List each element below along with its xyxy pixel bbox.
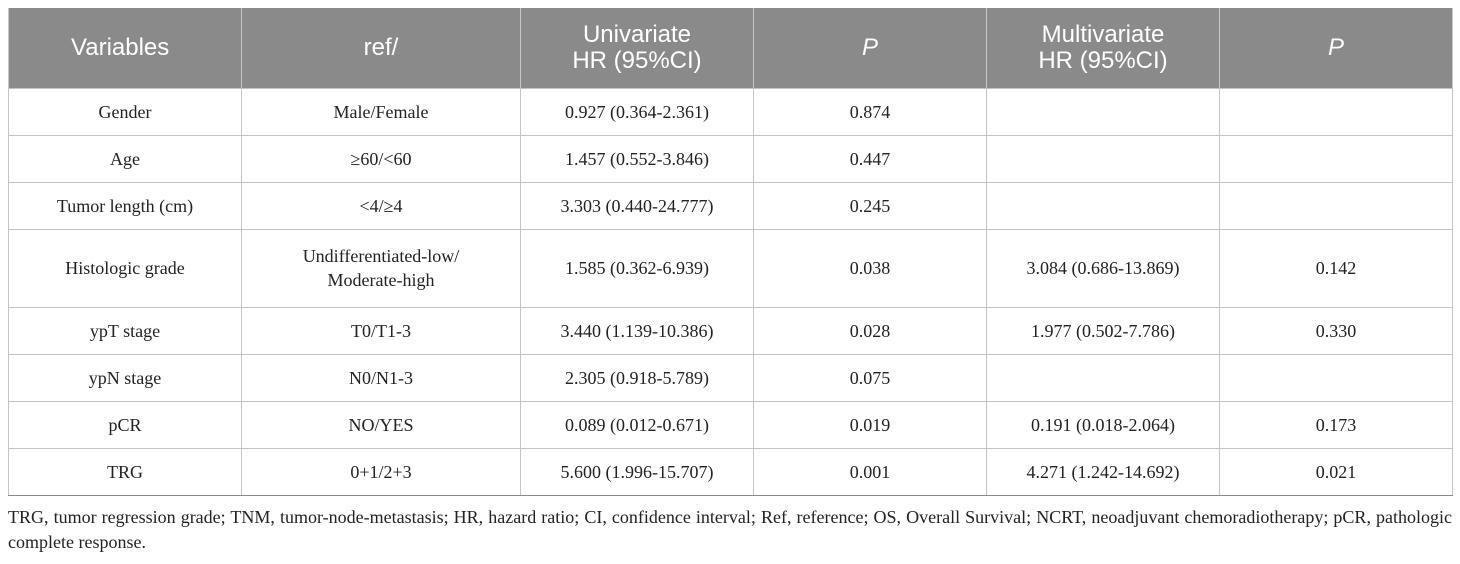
cell-ref: <4/≥4 xyxy=(242,182,521,229)
regression-table xyxy=(8,8,1453,496)
cell-univariate-hr: 2.305 (0.918-5.789) xyxy=(521,354,754,401)
cell-ref: Undifferentiated-low/ Moderate-high xyxy=(242,229,521,307)
cell-multivariate-p: 0.173 xyxy=(1220,401,1453,448)
cell-multivariate-p xyxy=(1220,354,1453,401)
header-univariate-p: P xyxy=(754,8,987,88)
header-ref: ref/ xyxy=(242,8,521,88)
cell-variable: TRG xyxy=(9,448,242,495)
cell-univariate-p: 0.245 xyxy=(754,182,987,229)
cell-ref: ≥60/<60 xyxy=(242,135,521,182)
header-variables: Variables xyxy=(9,8,242,88)
cell-multivariate-hr: 0.191 (0.018-2.064) xyxy=(987,401,1220,448)
header-univariate-hr: Univariate HR (95%CI) xyxy=(521,8,754,88)
cell-univariate-hr: 1.457 (0.552-3.846) xyxy=(521,135,754,182)
cell-multivariate-p: 0.021 xyxy=(1220,448,1453,495)
cell-multivariate-p xyxy=(1220,135,1453,182)
table-footnote: TRG, tumor regression grade; TNM, tumor-node-metastasis; HR, hazard ratio; CI, confidence interval; Ref, reference; OS, Overall Survival; NCRT, neoadjuvant chemoradiotherapy; pCR, pathologic complete response. xyxy=(8,506,1452,552)
cell-univariate-p: 0.075 xyxy=(754,354,987,401)
cell-univariate-p: 0.874 xyxy=(754,88,987,135)
cell-multivariate-hr: 3.084 (0.686-13.869) xyxy=(987,229,1220,307)
cell-multivariate-p: 0.330 xyxy=(1220,307,1453,354)
table-row xyxy=(9,182,1453,229)
cell-univariate-hr: 0.927 (0.364-2.361) xyxy=(521,88,754,135)
cell-multivariate-p xyxy=(1220,88,1453,135)
header-row xyxy=(9,8,1453,88)
cell-ref: N0/N1-3 xyxy=(242,354,521,401)
table-row xyxy=(9,307,1453,354)
cell-univariate-hr: 3.303 (0.440-24.777) xyxy=(521,182,754,229)
cell-multivariate-hr xyxy=(987,182,1220,229)
cell-multivariate-p: 0.142 xyxy=(1220,229,1453,307)
header-multivariate-hr: Multivariate HR (95%CI) xyxy=(987,8,1220,88)
cell-univariate-p: 0.447 xyxy=(754,135,987,182)
cell-variable: pCR xyxy=(9,401,242,448)
cell-variable: Tumor length (cm) xyxy=(9,182,242,229)
header-multivariate-p: P xyxy=(1220,8,1453,88)
cell-univariate-hr: 5.600 (1.996-15.707) xyxy=(521,448,754,495)
cell-univariate-p: 0.019 xyxy=(754,401,987,448)
cell-multivariate-hr: 4.271 (1.242-14.692) xyxy=(987,448,1220,495)
cell-univariate-p: 0.001 xyxy=(754,448,987,495)
cell-univariate-p: 0.038 xyxy=(754,229,987,307)
cell-variable: ypT stage xyxy=(9,307,242,354)
cell-variable: Histologic grade xyxy=(9,229,242,307)
cell-multivariate-hr: 1.977 (0.502-7.786) xyxy=(987,307,1220,354)
cell-variable: Age xyxy=(9,135,242,182)
cell-ref: T0/T1-3 xyxy=(242,307,521,354)
cell-variable: Gender xyxy=(9,88,242,135)
cell-ref: Male/Female xyxy=(242,88,521,135)
cell-multivariate-p xyxy=(1220,182,1453,229)
table-row xyxy=(9,135,1453,182)
table-row xyxy=(9,88,1453,135)
cell-univariate-hr: 3.440 (1.139-10.386) xyxy=(521,307,754,354)
cell-ref: 0+1/2+3 xyxy=(242,448,521,495)
cell-ref: NO/YES xyxy=(242,401,521,448)
cell-univariate-hr: 0.089 (0.012-0.671) xyxy=(521,401,754,448)
cell-multivariate-hr xyxy=(987,354,1220,401)
cell-univariate-p: 0.028 xyxy=(754,307,987,354)
table-row xyxy=(9,401,1453,448)
table-row xyxy=(9,448,1453,495)
cell-multivariate-hr xyxy=(987,88,1220,135)
cell-multivariate-hr xyxy=(987,135,1220,182)
cell-univariate-hr: 1.585 (0.362-6.939) xyxy=(521,229,754,307)
table-container xyxy=(8,8,1452,555)
table-row xyxy=(9,354,1453,401)
table-row xyxy=(9,229,1453,307)
cell-variable: ypN stage xyxy=(9,354,242,401)
